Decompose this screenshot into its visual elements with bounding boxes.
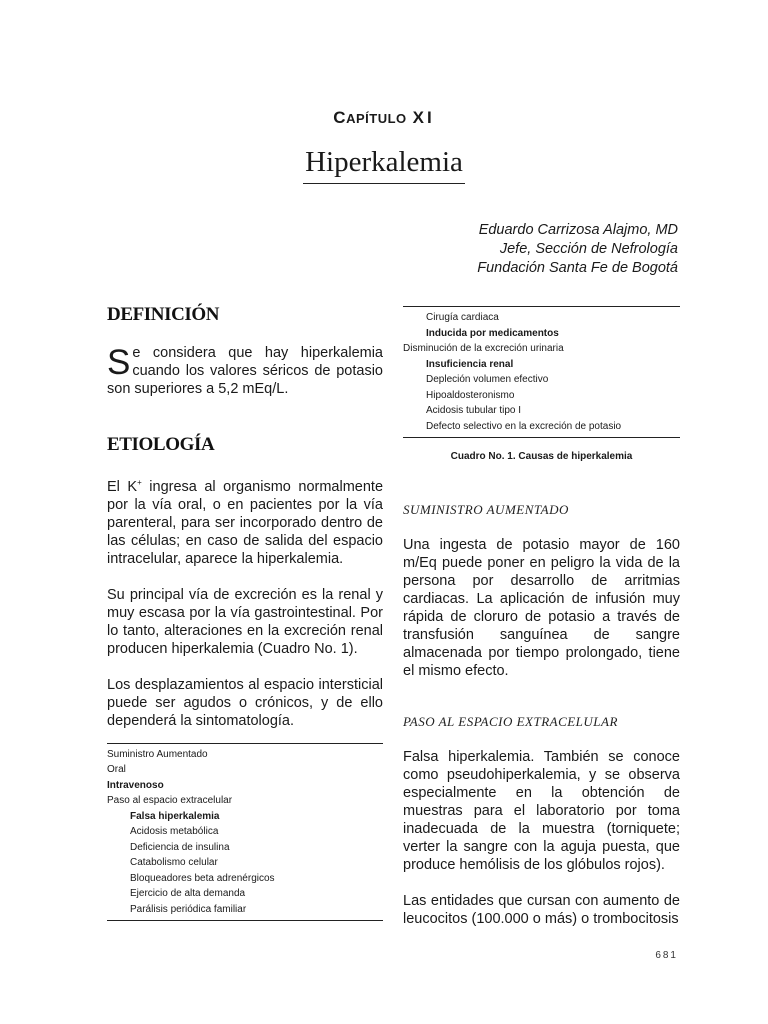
table-row: Cirugía cardiaca [426, 312, 499, 323]
etiologia-p1-start: El K [107, 478, 138, 495]
chapter-number: XI [412, 108, 435, 127]
chapter-label [0, 108, 768, 128]
table-row: Paso al espacio extracelular [107, 795, 233, 807]
etiologia-paragraph-2: Su principal vía de excreción es la renal y muy escasa por la vía gastrointestinal. Por lo tanto, alteraciones en la excreción renal producen hiperkalemia (Cuadro No. 1). [107, 586, 383, 657]
author-position: Jefe, Sección de Nefrología [499, 241, 678, 257]
table-row: Parálisis periódica familiar [130, 903, 247, 915]
definicion-text: e considera que hay hiperkalemia cuando los valores séricos de potasio son superiores a 5,2 mEq/L. [107, 345, 383, 397]
definicion-heading: DEFINICIÓN [107, 304, 220, 325]
etiologia-paragraph-3: Los desplazamientos al espacio intersticial puede ser agudos o crónicos, y de ello dependerá la sintomatología. [107, 676, 383, 729]
table-row: Disminución de la excreción urinaria [403, 343, 564, 354]
chapter-title: Hiperkalemia [303, 146, 465, 184]
table-row: Intravenoso [107, 779, 164, 791]
causes-table-part-2 [403, 306, 680, 438]
table-row: Depleción volumen efectivo [426, 374, 549, 385]
chapter-prefix-rest: APÍTULO [346, 111, 407, 126]
table-row: Acidosis metabólica [130, 826, 219, 838]
table-row: Deficiencia de insulina [130, 841, 230, 853]
table-row: Bloqueadores beta adrenérgicos [130, 872, 275, 884]
chapter-prefix-initial: C [333, 108, 347, 127]
author-block [477, 221, 678, 278]
left-column [107, 304, 383, 921]
drop-cap: S [107, 343, 131, 382]
suministro-heading: SUMINISTRO AUMENTADO [403, 502, 569, 517]
table-row: Hipoaldosteronismo [426, 389, 515, 401]
author-name: Eduardo Carrizosa Alajmo, MD [478, 222, 678, 238]
suministro-paragraph: Una ingesta de potasio mayor de 160 m/Eq puede poner en peligro la vida de la persona por desarrollo de arritmias cardiacas. La aplicación de infusión muy rápida de cloruro de potasio a través de transfusión sanguínea de sangre almacenada por tiempo prolongado, tiene el mismo efecto. [403, 537, 680, 679]
paso-heading: PASO AL ESPACIO EXTRACELULAR [403, 714, 618, 729]
table-row: Inducida por medicamentos [426, 327, 559, 339]
table-row: Oral [107, 764, 126, 776]
table-row: Falsa hiperkalemia [130, 810, 220, 822]
table-row: Catabolismo celular [130, 857, 218, 869]
paso-paragraph-2: Las entidades que cursan con aumento de leucocitos (100.000 o más) o trombocitosis [403, 893, 680, 927]
potassium-superscript: + [137, 478, 142, 487]
table-row: Defecto selectivo en la excreción de potasio [426, 420, 622, 432]
page-number: 681 [655, 950, 678, 961]
etiologia-p1-rest: ingresa al organismo normalmente por la vía oral, o en pacientes por la vía parenteral, para ser incorporado dentro de las células; en caso de salida del espacio intracelular, aparece la hiperkalemia. [107, 478, 384, 567]
etiologia-heading: ETIOLOGÍA [107, 434, 215, 455]
right-column [403, 306, 680, 928]
definicion-paragraph [107, 344, 383, 398]
table-caption: Cuadro No. 1. Causas de hiperkalemia [450, 451, 633, 462]
paso-paragraph-1: Falsa hiperkalemia. También se conoce como pseudohiperkalemia, y se observa especialmente en la obtención de muestras para el laboratorio por toma inadecuada de la muestra (torniquete; verter la sangre con la aguja puesta, que produce hemólisis de los glóbulos rojos). [403, 749, 680, 873]
etiologia-paragraph-1 [107, 474, 383, 568]
table-row: Insuficiencia renal [426, 358, 514, 370]
author-institution: Fundación Santa Fe de Bogotá [477, 260, 678, 276]
table-row: Suministro Aumentado [107, 748, 208, 760]
table-row: Ejercicio de alta demanda [130, 888, 246, 900]
table-row: Acidosis tubular tipo I [426, 405, 522, 416]
causes-table-part-1 [107, 743, 383, 922]
